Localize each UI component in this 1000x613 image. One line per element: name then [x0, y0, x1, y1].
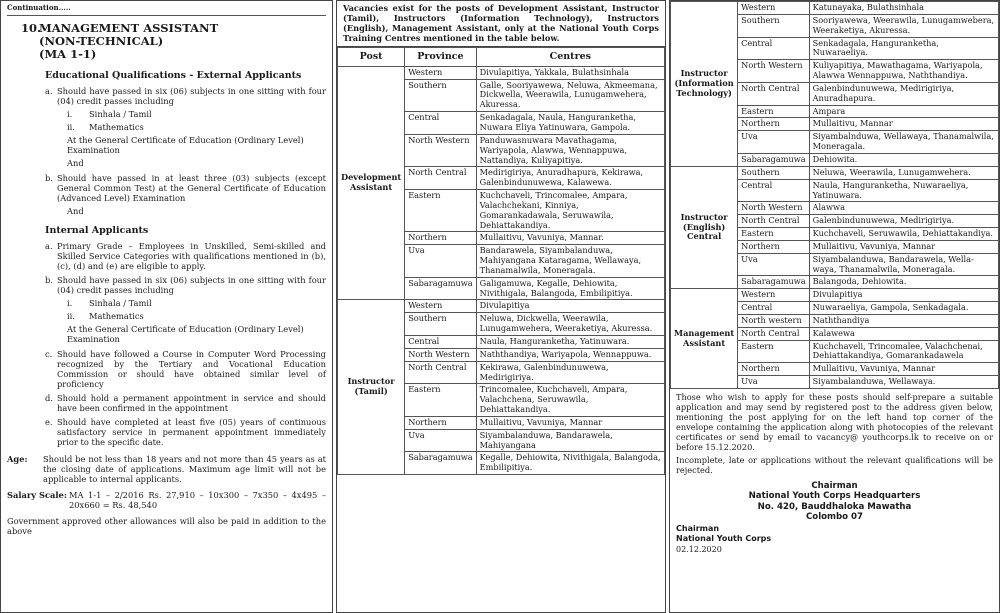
province-cell: Uva — [405, 429, 476, 452]
centres-cell: Sooriyawewa, Weerawila, Lunugamwebera, Weeraketiya, Akuressa. — [809, 14, 998, 37]
province-cell: Uva — [738, 253, 809, 276]
salary-row: Salary Scale: MA 1-1 – 2/2016 Rs. 27,910 – 10x300 – 7x350 – 4x495 – 20x660 = Rs. 48,540 — [7, 489, 326, 510]
centres-cell: Galigamuwa, Kegalle, Dehiowita, Nivithigala, Balangoda, Embilipitiya. — [476, 277, 664, 300]
centres-cell: Siyambalanduwa, Bandarawela, Mahiyangana — [476, 429, 664, 452]
table-row — [338, 300, 665, 313]
exam-ol-text: At the General Certificate of Education (Ordinary Level) Examination — [67, 135, 304, 156]
province-cell: North Central — [738, 215, 809, 228]
centres-cell: Ampara — [809, 105, 998, 118]
province-cell: Uva — [738, 376, 809, 389]
centres-cell: Balangoda, Dehiowita. — [809, 276, 998, 289]
header-centres: Centres — [476, 48, 664, 66]
centres-cell: Siyambalanduwa, Wellawaya. — [809, 376, 998, 389]
province-cell: Southern — [405, 79, 476, 112]
centres-cell: Kuliyapitiya, Mawathagama, Wariyapola, Alawwa Wennappuwa, Naththandiya. — [809, 60, 998, 83]
table-row — [671, 166, 999, 179]
province-cell: North Central — [738, 82, 809, 105]
post-cell: Instructor (English) Central — [671, 166, 738, 288]
middle-column — [336, 0, 666, 613]
province-cell: Central — [738, 302, 809, 315]
centres-cell: Mullaitivu, Vavuniya, Mannar — [809, 240, 998, 253]
centres-cell: Divulapitiya — [809, 289, 998, 302]
vacancy-table — [337, 47, 665, 475]
province-cell: North Western — [405, 134, 476, 167]
sig2-line: Chairman — [676, 524, 720, 534]
centres-cell: Galenbindunuwewa, Medirigiriya. — [809, 215, 998, 228]
centres-cell: Katunayaka, Bulathsinhala — [809, 2, 998, 15]
internal-item-b: b. Should have passed in six (06) subjects in one sitting with four (04) credit passes including — [45, 274, 326, 295]
province-cell: North Central — [738, 327, 809, 340]
centres-cell: Naula, Hanguranketha, Yatinuwara. — [476, 336, 664, 349]
province-cell: Southern — [405, 313, 476, 336]
rejection-note: Incomplete, late or applications without the relevant qualifications will be rejected. — [676, 455, 993, 475]
centres-cell: Kekirawa, Galenbindunuwewa, Medirigiriya. — [476, 361, 664, 384]
centres-cell: Naththandiya — [809, 314, 998, 327]
province-cell: Sabaragamuwa — [738, 276, 809, 289]
vacancy-intro: Vacancies exist for the posts of Development Assistant, Instructor (Tamil), Instructors (Information Technology), Instructors (English), Management Assistant, only at the National Youth Corps Training Centres mentioned in the table below. — [337, 1, 665, 47]
province-cell: Uva — [405, 245, 476, 278]
signature-block — [670, 481, 999, 522]
centres-cell: Galle, Sooriyawewa, Neluwa, Akmeemana, Dickwella, Weerawila, Lunugamwehera, Akuressa. — [476, 79, 664, 112]
centres-cell: Medirigiriya, Anuradhapura, Kekirawa, Galenbindunuwewa, Kalawewa. — [476, 167, 664, 190]
sig-line: Chairman — [811, 481, 858, 491]
sub-item-ii: ii. Mathematics — [67, 311, 144, 322]
right-column — [669, 0, 1000, 613]
province-cell: Uva — [738, 131, 809, 154]
and-text: And — [67, 205, 84, 216]
age-row: Age: Should be not less than 18 years and not more than 45 years as at the closing date of applications. Maximum age limit will not be applicable to internal applicants. — [7, 453, 326, 484]
province-cell: Western — [405, 66, 476, 79]
province-cell: North western — [738, 314, 809, 327]
internal-heading: Internal Applicants — [45, 224, 149, 236]
centres-cell: Divulapitiya, Yakkala, Bulathsinhala — [476, 66, 664, 79]
sig-line: No. 420, Bauddhaloka Mawatha — [757, 501, 912, 512]
centres-cell: Neluwa, Weerawila, Lunugamwehera. — [809, 166, 998, 179]
province-cell: Sabaragamuwa — [738, 153, 809, 166]
centres-cell: Mullaitivu, Vavuniya, Mannar. — [476, 232, 664, 245]
province-cell: North Western — [405, 348, 476, 361]
centres-cell: Siyambalnduwa, Wellawaya, Thanamalwila, Moneragala. — [809, 131, 998, 154]
centres-cell: Galenbindunuwewa, Medirigiriya, Anuradhapura. — [809, 82, 998, 105]
province-cell: Central — [738, 179, 809, 202]
province-cell: Western — [405, 300, 476, 313]
province-cell: Eastern — [738, 105, 809, 118]
province-cell: Central — [405, 336, 476, 349]
centres-cell: Naththandiya, Wariyapola, Wennappuwa. — [476, 348, 664, 361]
province-cell: Western — [738, 289, 809, 302]
centres-cell: Alawwa — [809, 202, 998, 215]
table-row — [338, 66, 665, 79]
province-cell: Eastern — [738, 228, 809, 241]
sig-line: National Youth Corps Headquarters — [748, 491, 921, 502]
section-title — [39, 22, 218, 62]
table-row — [671, 2, 999, 15]
province-cell: North Western — [738, 202, 809, 215]
province-cell: Western — [738, 2, 809, 15]
province-cell: North Central — [405, 361, 476, 384]
table-row — [671, 289, 999, 302]
sig-line: Colombo 07 — [805, 511, 864, 522]
centres-cell: Panduwasnuwara Mavathagama, Wariyapola, Alawwa, Wennappuwa, Nattandiya, Kuliyapitiya. — [476, 134, 664, 167]
header-post: Post — [338, 48, 405, 66]
province-cell: Central — [738, 37, 809, 60]
internal-item-c: c. Should have followed a Course in Computer Word Processing recognized by the Tertiary and Vocational Education Commission or should have obtained similar level of proficiency — [45, 348, 326, 389]
qual-item-b: b. Should have passed in at least three (03) subjects (except General Common Test) at the General Certificate of Education (Advanced Level) Examination — [45, 172, 326, 203]
internal-item-a: a. Primary Grade – Employees in Unskilled, Semi-skilled and Skilled Service Categories with qualifications mentioned in (b), (c), (d) and (e) are eligible to apply. — [45, 240, 326, 271]
left-column — [0, 0, 333, 613]
vacancy-table-continued — [670, 1, 999, 389]
province-cell: North Central — [405, 167, 476, 190]
and-text: And — [67, 158, 84, 169]
sig2-line: National Youth Corps — [676, 533, 772, 543]
centres-cell: Divulapitiya — [476, 300, 664, 313]
centres-cell: Naula, Hanguranketha, Nuwaraeliya, Yatinuwara. — [809, 179, 998, 202]
centres-cell: Neluwa, Dickwella, Weerawila, Lunugamwehera, Weeraketiya, Akuressa. — [476, 313, 664, 336]
sub-item-i: i. Sinhala / Tamil — [67, 108, 152, 119]
application-note: Those who wish to apply for these posts should self-prepare a suitable application and may send by registered post to the address given below, mentioning the post applying for on the left hand top corner of the envelope containing the application along with photocopies of the relevant certificates or send by email to vacancy@ youthcorps.lk to receive on or before 15.12.2020. — [676, 392, 993, 452]
centres-cell: Senkadagala, Hanguranketha, Nuwaraeliya. — [809, 37, 998, 60]
continuation-label: Continuation..... — [7, 4, 326, 16]
province-cell: Eastern — [405, 384, 476, 417]
exam-ol-text: At the General Certificate of Education (Ordinary Level) Examination — [67, 324, 304, 345]
qual-item-a: a. Should have passed in six (06) subjects in one sitting with four (04) credit passes including — [45, 85, 326, 106]
internal-item-e: e. Should have completed at least five (05) years of continuous satisfactory service in permanent appointment immediately prior to the specific date. — [45, 417, 326, 448]
centres-cell: Kegalle, Dehiowita, Nivithigala, Balangoda, Embilipitiya. — [476, 452, 664, 475]
title-line: MANAGEMENT ASSISTANT — [39, 20, 219, 35]
post-cell: Development Assistant — [338, 66, 405, 300]
province-cell: Northern — [738, 240, 809, 253]
centres-cell: Mullaitivu, Mannar — [809, 118, 998, 131]
province-cell: Eastern — [738, 340, 809, 363]
centres-cell: Mullaitivu, Vavuniya, Mannar — [476, 416, 664, 429]
centres-cell: Bandarawela, Siyambalanduwa, Mahiyangana Kataragama, Wellawaya, Thanamalwila, Moneragala. — [476, 245, 664, 278]
notice-date: 02.12.2020 — [676, 545, 722, 555]
centres-cell: Kalawewa — [809, 327, 998, 340]
post-cell: Management Assistant — [671, 289, 738, 389]
title-line: (NON-TECHNICAL) — [39, 33, 164, 48]
centres-cell: Kuchchaveli, Trincomalee, Valachchenai, Dehiattakandiya, Gomarankadawela — [809, 340, 998, 363]
post-cell: Instructor (Tamil) — [338, 300, 405, 475]
province-cell: Northern — [405, 232, 476, 245]
centres-cell: Nuwaraeliya, Gampola, Senkadagala. — [809, 302, 998, 315]
centres-cell: Dehiowita. — [809, 153, 998, 166]
sub-item-ii: ii. Mathematics — [67, 122, 144, 133]
internal-item-d: d. Should hold a permanent appointment in service and should have been confirmed in the appointment — [45, 392, 326, 414]
province-cell: Eastern — [405, 190, 476, 232]
header-province: Province — [405, 48, 476, 66]
province-cell: Sabaragamuwa — [405, 277, 476, 300]
centres-cell: Trincomalee, Kuchchaveli, Ampara, Valachchena, Seruwawila, Dehiattakandiya. — [476, 384, 664, 417]
centres-cell: Kuchchaveli, Trincomalee, Ampara, Valachchekani, Kinniya, Gomarankadawala, Seruwawila, Dehiattakandiya. — [476, 190, 664, 232]
province-cell: Northern — [738, 118, 809, 131]
province-cell: Southern — [738, 166, 809, 179]
province-cell: Northern — [738, 363, 809, 376]
province-cell: Central — [405, 112, 476, 135]
edu-heading: Educational Qualifications - External Applicants — [45, 70, 302, 82]
centres-cell: Mullaitivu, Vavuniya, Mannar — [809, 363, 998, 376]
post-cell: Instructor (Information Technology) — [671, 2, 738, 167]
allowances-text: Government approved other allowances will also be paid in addition to the above — [7, 516, 326, 537]
centres-cell: Senkadagala, Naula, Hanguranketha, Nuwara Eliya Yatinuwara, Gampola. — [476, 112, 664, 135]
title-line: (MA 1-1) — [39, 46, 97, 61]
province-cell: Sabaragamuwa — [405, 452, 476, 475]
province-cell: North Western — [738, 60, 809, 83]
province-cell: Northern — [405, 416, 476, 429]
sub-item-i: i. Sinhala / Tamil — [67, 298, 152, 309]
section-heading — [7, 22, 326, 62]
signature-short — [670, 522, 999, 545]
section-number: 10. — [21, 20, 42, 35]
centres-cell: Siyambalanduwa, Bandarawela, Wella-waya, Thanamalwila, Moneragala. — [809, 253, 998, 276]
province-cell: Southern — [738, 14, 809, 37]
centres-cell: Kuchchaveli, Seruwawila, Dehiattakandiya. — [809, 228, 998, 241]
